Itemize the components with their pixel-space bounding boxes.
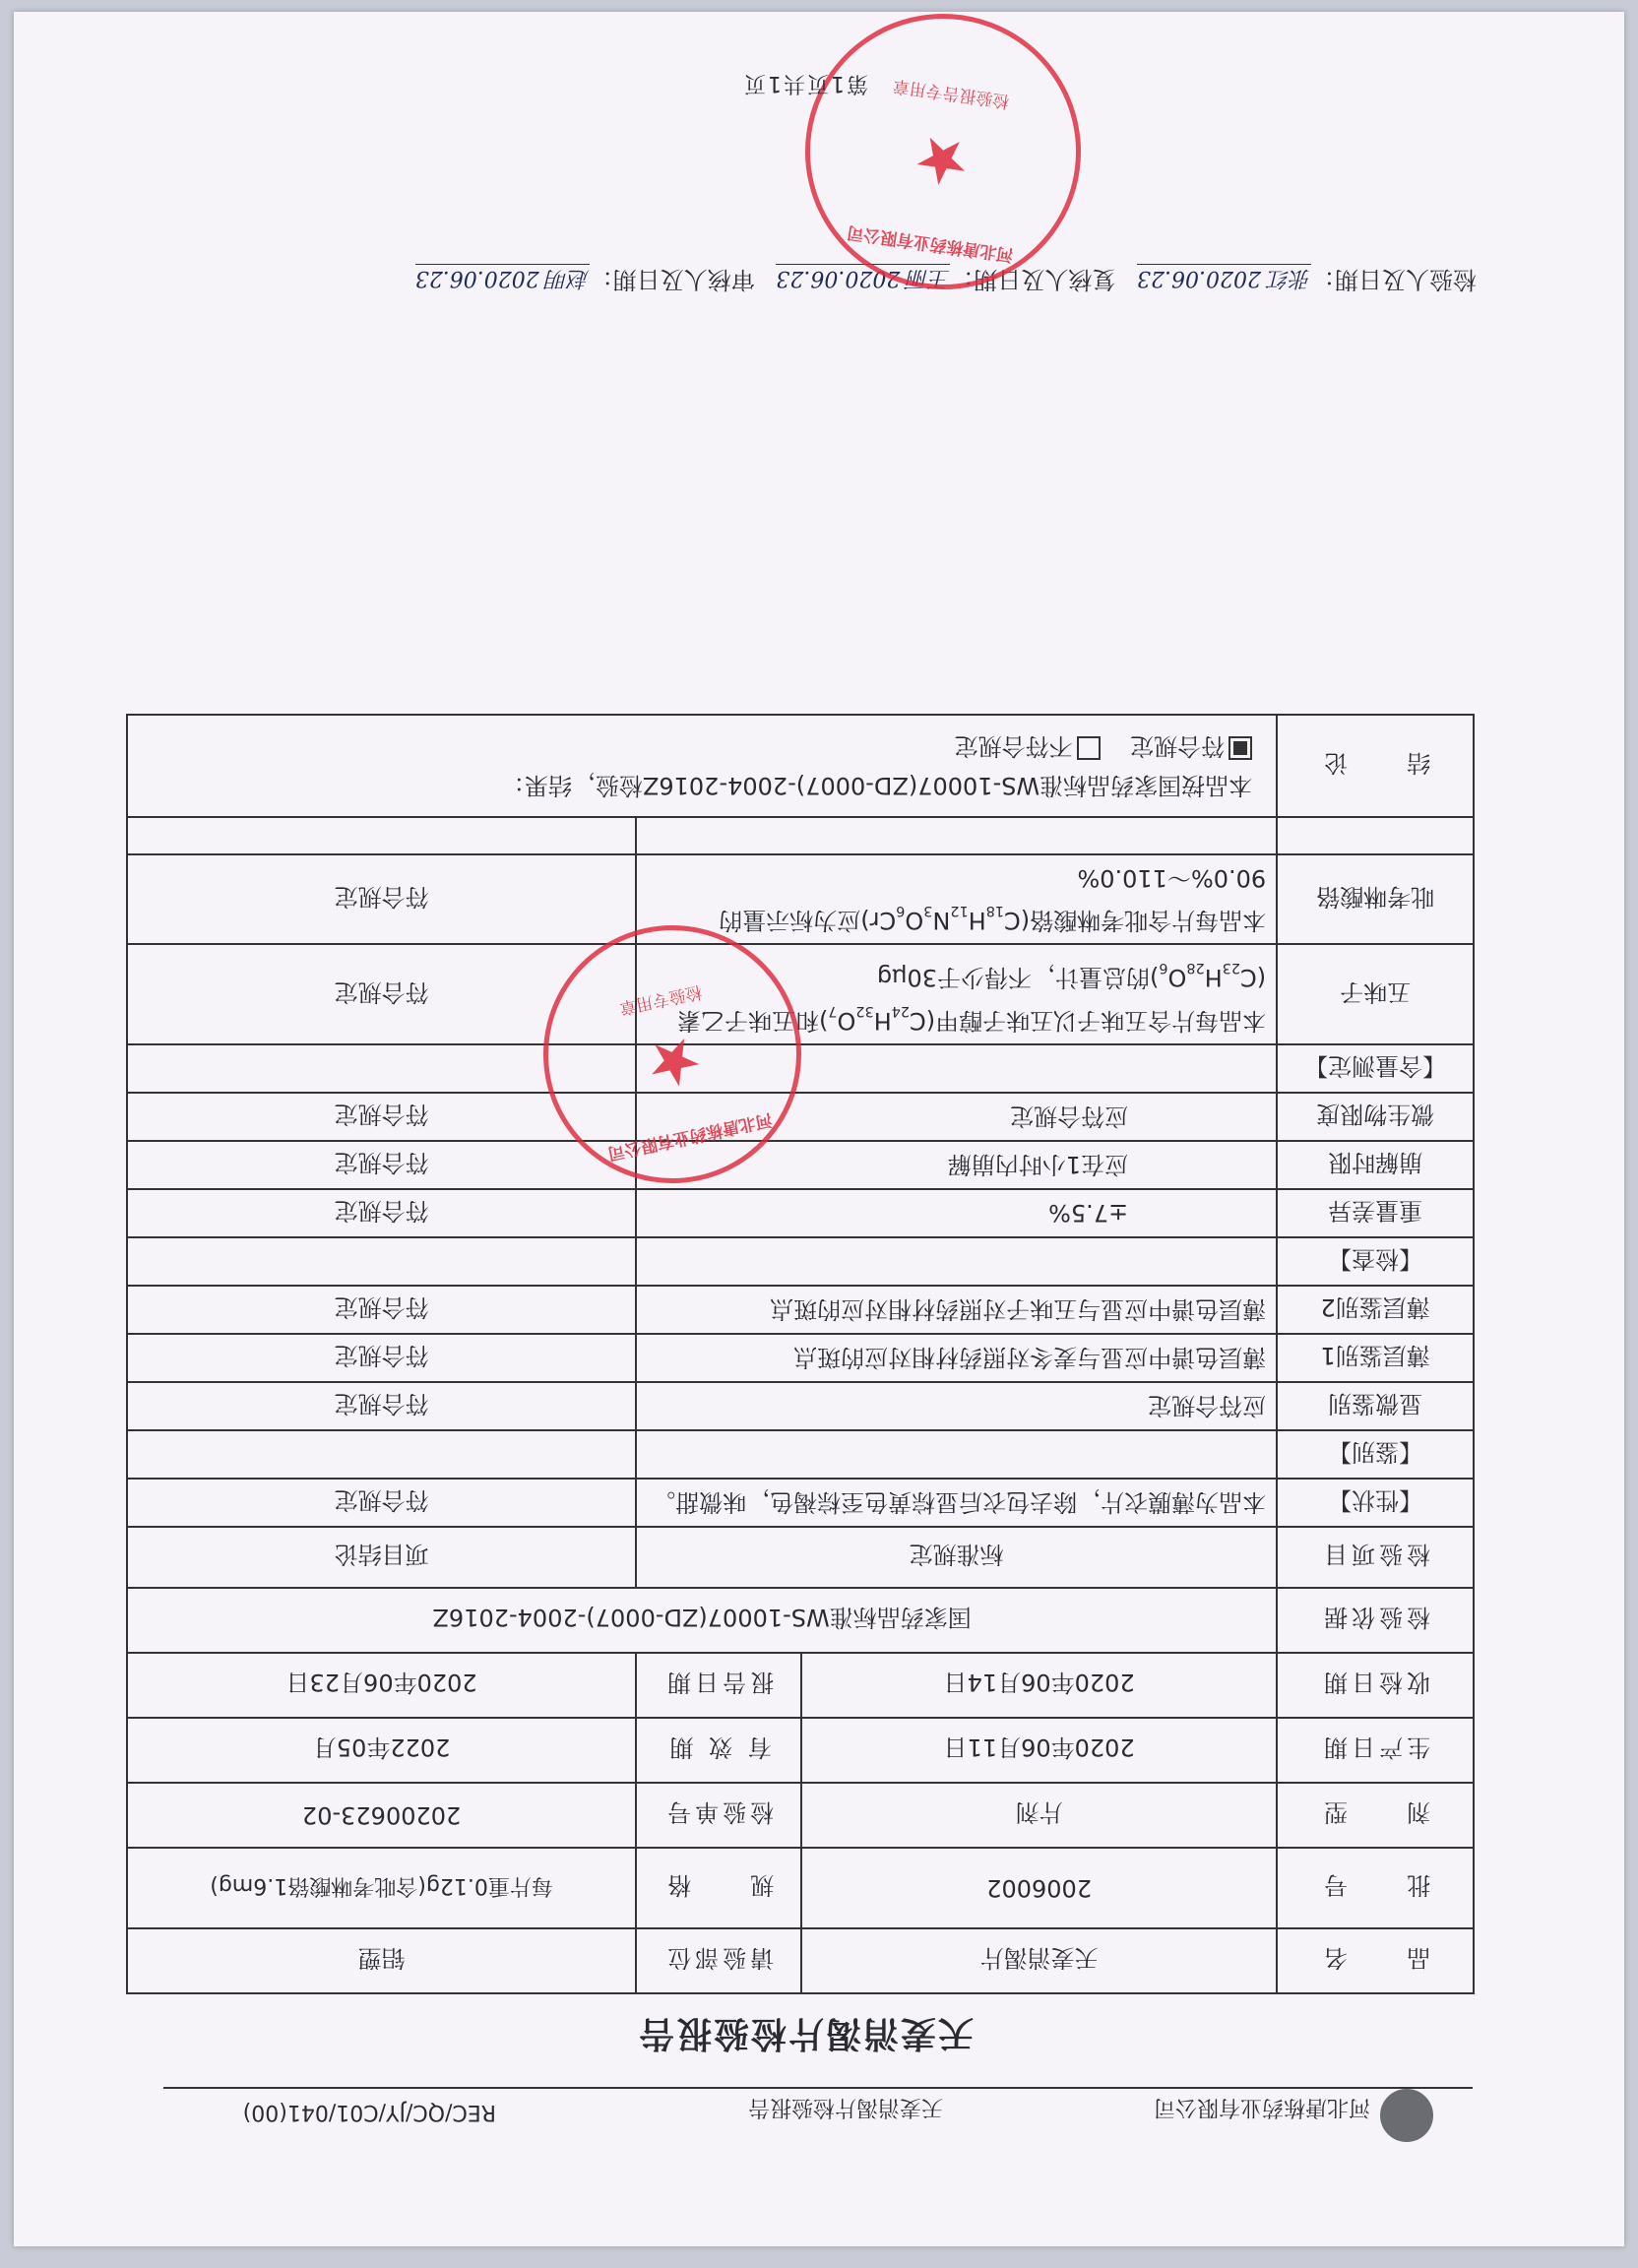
recv-date-label: 收检日期 [1277,1653,1474,1718]
item-name: 崩解时限 [1277,1141,1474,1189]
product-name-label: 品 名 [1277,1928,1474,1993]
conclusion-label: 结 论 [1277,715,1474,817]
row-conclusion [127,715,1474,817]
item-result: 符合规定 [127,1141,636,1189]
item-standard: 本品每片含吡考啉酸铬$(C_{18}H_{12}N_3O_6Cr)$应为标示量的90.0%～110.0% [636,854,1277,945]
item-result: 符合规定 [127,1334,636,1382]
batch-number: 2006002 [801,1848,1277,1928]
item-name: 吡考啉酸铬 [1277,854,1474,945]
batch-label: 批 号 [1277,1848,1474,1928]
company-logo-icon [1380,2089,1433,2142]
basis-value: 国家药品标准WS-10007(ZD-0007)-2004-2016Z [127,1588,1277,1653]
page-number: 第1页共1页 [742,71,868,95]
test-no-value: 20200623-02 [127,1783,636,1848]
section-jianbie [127,1430,1474,1479]
conclusion-cell [127,715,1277,817]
item-standard: ±7.5% [636,1189,1277,1237]
row-product [127,1928,1474,1993]
spec-label: 规 格 [636,1848,801,1928]
valid-label: 有 效 期 [636,1718,801,1783]
item-result: 符合规定 [127,1093,636,1141]
approver-label: 审核人及日期： [589,266,755,293]
approver-signature: 赵明 2020.06.23 [415,264,590,295]
report-date-value: 2020年06月23日 [127,1653,636,1718]
prod-date-label: 生产日期 [1277,1718,1474,1783]
paper-sheet [14,12,1624,2246]
recv-date-value: 2020年06月14日 [801,1653,1277,1718]
conclusion-text: 本品按国家药品标准WS-10007(ZD-0007)-2004-2016Z检验，结果： [500,771,1253,799]
xingzhuang-standard: 本品为薄膜衣片，除去包衣后显棕黄色至棕褐色，味微甜。 [636,1479,1277,1527]
tester-label: 检验人及日期： [1311,266,1477,293]
header-doc-title: 天麦消渴片检验报告 [747,2095,943,2119]
stamp-top-sub: 检验报告专用章 [892,75,1011,111]
item-standard: 应符合规定 [636,1382,1277,1430]
pass-checkbox[interactable] [1228,736,1252,760]
item-name: 重量差异 [1277,1189,1474,1237]
header-divider [163,2087,1473,2089]
section-label: 【鉴别】 [1277,1430,1474,1479]
item-wuweizi [127,944,1474,1044]
product-name: 天麦消渴片 [801,1928,1277,1993]
request-dept-label: 请验部位 [636,1928,801,1993]
fail-checkbox[interactable] [1077,736,1101,760]
section-label: 【性状】 [1277,1479,1474,1527]
item-result: 符合规定 [127,1189,636,1237]
row-table-header [127,1527,1474,1588]
stamp-star-icon: ★ [909,120,976,201]
item-disintegration [127,1141,1474,1189]
header-company: 河北唐栋药业有限公司 [1153,2095,1370,2119]
prod-date-value: 2020年06月11日 [801,1718,1277,1783]
test-no-label: 检验单号 [636,1783,801,1848]
item-weight-variation [127,1189,1474,1237]
form-value: 片剂 [801,1783,1277,1848]
report-date-label: 报告日期 [636,1653,801,1718]
fail-label: 不符合规定 [954,731,1073,760]
form-label: 剂 型 [1277,1783,1474,1848]
section-xingzhuang [127,1479,1474,1527]
item-standard: 应在1小时内崩解 [636,1141,1277,1189]
request-dept: 铝塑 [127,1928,636,1993]
reviewer-signature: 王丽 2020.06.23 [776,264,950,295]
row-report-dates [127,1653,1474,1718]
item-name: 薄层鉴别2 [1277,1286,1474,1334]
item-micro-ident [127,1382,1474,1430]
basis-label: 检验依据 [1277,1588,1474,1653]
item-chromium-picolinate [127,854,1474,945]
item-result: 符合规定 [127,1286,636,1334]
stamp-top-text: 河北唐栋药业有限公司 [846,221,1015,265]
conclusion-options [138,726,1252,766]
pass-label: 符合规定 [1130,731,1226,760]
item-result: 符合规定 [127,1382,636,1430]
row-batch [127,1848,1474,1928]
item-name: 微生物限度 [1277,1093,1474,1141]
report-stamp-bottom [788,0,1099,307]
page-title: 天麦消渴片检验报告 [637,2013,975,2053]
item-standard: 薄层色谱中应显与麦冬对照药材相对应的斑点 [636,1334,1277,1382]
col-header-result: 项目结论 [127,1527,636,1588]
reviewer-label: 复核人及日期： [950,266,1116,293]
spec-value: 每片重0.12g(含吡考啉酸铬1.6mg) [127,1848,636,1928]
item-standard: 本品每片含五味子以五味子醇甲$(C_{24}H_{32}O_7)$和五味子乙素$(C_{23}H_{28}O_6)$的总量计，不得少于30μg [636,944,1277,1044]
item-tlc-2 [127,1286,1474,1334]
row-dates [127,1718,1474,1783]
item-standard: 薄层色谱中应显与五味子对照药材相对应的斑点 [636,1286,1277,1334]
tester-signature: 张红 2020.06.23 [1137,264,1311,295]
item-name: 薄层鉴别1 [1277,1334,1474,1382]
col-header-standard: 标准规定 [636,1527,1277,1588]
stamp-mid-sub: 检验专用章 [617,980,704,1018]
item-name: 显微鉴别 [1277,1382,1474,1430]
stamp-mid-text: 河北唐栋药业有限公司 [605,1108,774,1164]
item-tlc-1 [127,1334,1474,1382]
valid-value: 2022年05月 [127,1718,636,1783]
header-doc-code: REC/QC/JY/C01/041(00) [242,2100,496,2124]
stamp-star-icon: ★ [638,1020,710,1103]
row-basis [127,1588,1474,1653]
row-form [127,1783,1474,1848]
section-jiancha [127,1237,1474,1286]
col-header-item: 检验项目 [1277,1527,1474,1588]
item-result: 符合规定 [127,854,636,945]
item-standard: 应符合规定 [636,1093,1277,1141]
report-table [126,714,1475,1994]
items-bottom-spacer [127,817,1474,854]
item-name: 五味子 [1277,944,1474,1044]
section-label: 【检查】 [1277,1237,1474,1286]
xingzhuang-result: 符合规定 [127,1479,636,1527]
item-result: 符合规定 [127,944,636,1044]
section-label: 【含量测定】 [1277,1044,1474,1093]
